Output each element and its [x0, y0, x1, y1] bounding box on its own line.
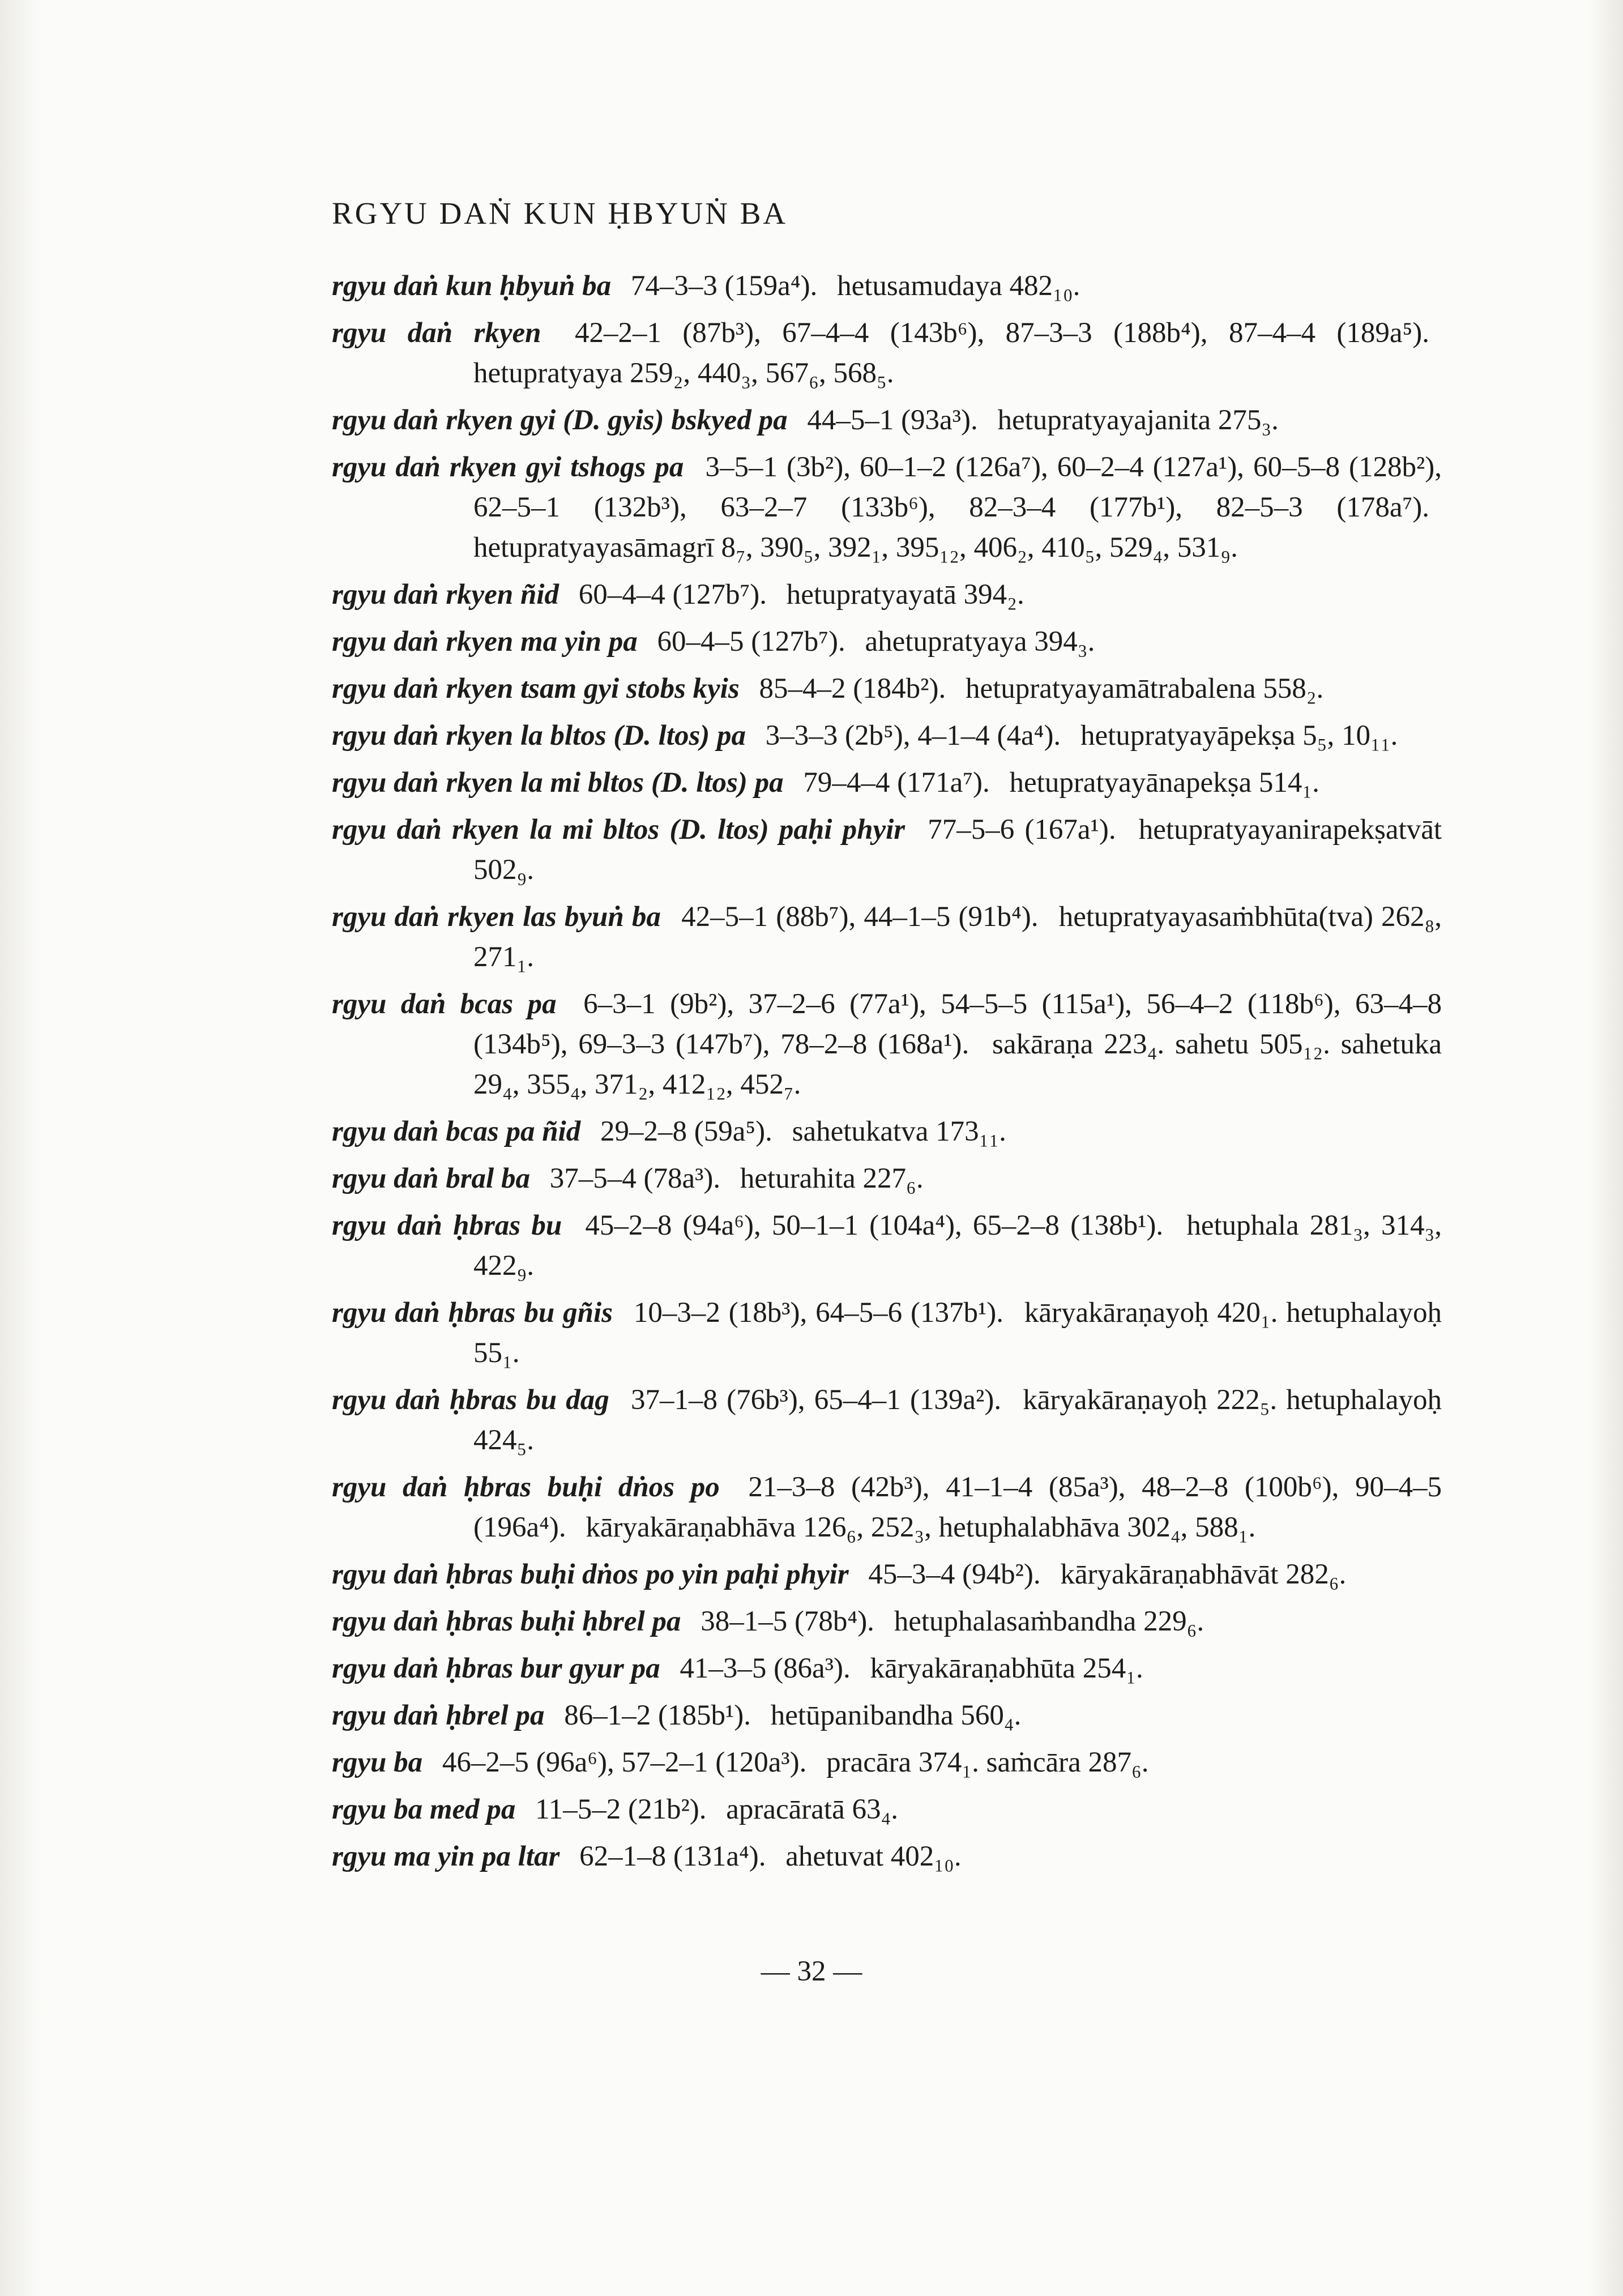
entry-term: rgyu ba med pa [332, 1794, 516, 1825]
entry-folio-refs: 6–3–1 (9b²), 37–2–6 (77a¹), 54–5–5 (115a¹), 56–4–2 (118b⁶), 63–4–8 (134b⁵), 69–3–3 (147b⁷), 78–2–8 (168a¹). [473, 988, 1442, 1060]
entry-folio-refs: 29–2–8 (59a⁵). [600, 1116, 772, 1147]
glossary-entries [332, 266, 1442, 1884]
entry-term: rgyu daṅ ḥbras bu dag [332, 1384, 609, 1416]
entry-term: rgyu daṅ bcas pa [332, 988, 557, 1020]
entry-sanskrit: hetupratyayanirapekṣatvāt 502₉. [473, 814, 1442, 886]
entry-sanskrit: hetupratyayatā 394₂. [786, 579, 1024, 611]
glossary-entry [332, 1293, 1442, 1373]
entry-sanskrit: kāryakāraṇayoḥ 420₁. hetuphalayoḥ 55₁. [473, 1297, 1442, 1369]
glossary-entry [332, 1380, 1442, 1461]
entry-folio-refs: 11–5–2 (21b²). [535, 1794, 707, 1825]
entry-sanskrit: hetupratyayasāmagrī 8₇, 390₅, 392₁, 395₁₂, 406₂, 410₅, 529₄, 531₉. [473, 532, 1238, 564]
entry-term: rgyu daṅ rkyen [332, 317, 541, 349]
entry-term: rgyu ba [332, 1747, 423, 1778]
glossary-entry [332, 1696, 1442, 1736]
entry-sanskrit: sahetukatva 173₁₁. [792, 1116, 1006, 1147]
entry-term: rgyu daṅ bral ba [332, 1163, 530, 1194]
glossary-entry [332, 1649, 1442, 1689]
entry-term: rgyu daṅ rkyen tsam gyi stobs kyis [332, 673, 740, 705]
entry-sanskrit: kāryakāraṇabhāva 126₆, 252₃, hetuphalabhāva 302₄, 588₁. [586, 1512, 1256, 1543]
glossary-entry [332, 622, 1442, 662]
glossary-entry [332, 716, 1442, 756]
entry-term: rgyu daṅ ḥbras bu [332, 1210, 562, 1241]
entry-term: rgyu daṅ rkyen la bltos (D. ltos) pa [332, 720, 746, 752]
entry-sanskrit: kāryakāraṇabhūta 254₁. [870, 1653, 1143, 1684]
entry-sanskrit: sakāraṇa 223₄. sahetu 505₁₂. sahetuka 29₄, 355₄, 371₂, 412₁₂, 452₇. [473, 1028, 1442, 1100]
glossary-entry [332, 1743, 1442, 1783]
glossary-entry [332, 575, 1442, 615]
glossary-entry [332, 1602, 1442, 1642]
entry-sanskrit: hetupratyayamātrabalena 558₂. [965, 673, 1324, 705]
entry-term: rgyu daṅ rkyen ma yin pa [332, 626, 638, 658]
entry-term: rgyu ma yin pa ltar [332, 1841, 560, 1872]
entry-folio-refs: 85–4–2 (184b²). [759, 673, 946, 705]
entry-folio-refs: 38–1–5 (78b⁴). [701, 1606, 874, 1637]
running-header: RGYU DAṄ KUN ḤBYUṄ BA [332, 196, 788, 231]
entry-term: rgyu daṅ ḥbrel pa [332, 1700, 545, 1731]
entry-sanskrit: heturahita 227₆. [740, 1163, 924, 1194]
glossary-entry [332, 1837, 1442, 1877]
entry-sanskrit: apracāratā 63₄. [726, 1794, 899, 1825]
entry-sanskrit: hetūpanibandha 560₄. [770, 1700, 1022, 1731]
glossary-entry [332, 897, 1442, 978]
entry-folio-refs: 10–3–2 (18b³), 64–5–6 (137b¹). [633, 1297, 1003, 1329]
glossary-entry [332, 447, 1442, 568]
entry-folio-refs: 3–5–1 (3b²), 60–1–2 (126a⁷), 60–2–4 (127a¹), 60–5–8 (128b²), 62–5–1 (132b³), 63–2–7 (133b⁶), 82–3–4 (177b¹), 82–5–3 (178a⁷). [473, 451, 1442, 523]
page-number: — 32 — [761, 1956, 862, 1987]
entry-term: rgyu daṅ ḥbras bur gyur pa [332, 1653, 660, 1684]
glossary-entry [332, 1555, 1442, 1595]
entry-term: rgyu daṅ kun ḥbyuṅ ba [332, 270, 612, 302]
glossary-entry [332, 763, 1442, 803]
entry-sanskrit: kāryakāraṇabhāvāt 282₆. [1060, 1559, 1347, 1590]
entry-folio-refs: 3–3–3 (2b⁵), 4–1–4 (4a⁴). [765, 720, 1061, 752]
entry-sanskrit: ahetupratyaya 394₃. [865, 626, 1095, 658]
glossary-entry [332, 313, 1442, 394]
entry-sanskrit: hetuphala 281₃, 314₃, 422₉. [473, 1210, 1442, 1282]
entry-term: rgyu daṅ rkyen las byuṅ ba [332, 901, 661, 933]
entry-folio-refs: 41–3–5 (86a³). [680, 1653, 851, 1684]
entry-term: rgyu daṅ ḥbras buḥi ḥbrel pa [332, 1606, 681, 1637]
entry-sanskrit: hetupratyayasaṁbhūta(tva) 262₈, 271₁. [473, 901, 1442, 973]
glossary-entry [332, 1206, 1442, 1286]
glossary-entry [332, 1467, 1442, 1548]
entry-sanskrit: hetupratyayānapekṣa 514₁. [1009, 767, 1319, 799]
entry-folio-refs: 37–1–8 (76b³), 65–4–1 (139a²). [630, 1384, 1002, 1416]
entry-folio-refs: 44–5–1 (93a³). [807, 404, 978, 436]
entry-folio-refs: 74–3–3 (159a⁴). [630, 270, 818, 302]
glossary-entry [332, 1790, 1442, 1830]
entry-folio-refs: 21–3–8 (42b³), 41–1–4 (85a³), 48–2–8 (100b⁶), 90–4–5 (196a⁴). [473, 1471, 1442, 1543]
entry-sanskrit: hetupratyaya 259₂, 440₃, 567₆, 568₅. [473, 357, 894, 389]
entry-folio-refs: 42–5–1 (88b⁷), 44–1–5 (91b⁴). [681, 901, 1039, 933]
entry-sanskrit: hetupratyayajanita 275₃. [997, 404, 1279, 436]
entry-term: rgyu daṅ rkyen gyi (D. gyis) bskyed pa [332, 404, 788, 436]
entry-sanskrit: hetusamudaya 482₁₀. [837, 270, 1080, 302]
entry-term: rgyu daṅ rkyen ñid [332, 579, 559, 611]
glossary-entry [332, 810, 1442, 890]
scan-edge-right [1589, 0, 1623, 2296]
entry-term: rgyu daṅ ḥbras buḥi dṅos po yin paḥi phyir [332, 1559, 849, 1590]
entry-folio-refs: 45–2–8 (94a⁶), 50–1–1 (104a⁴), 65–2–8 (138b¹). [585, 1210, 1164, 1241]
glossary-entry [332, 1159, 1442, 1199]
entry-sanskrit: hetuphalasaṁbandha 229₆. [894, 1606, 1205, 1637]
glossary-entry [332, 984, 1442, 1105]
entry-folio-refs: 42–2–1 (87b³), 67–4–4 (143b⁶), 87–3–3 (188b⁴), 87–4–4 (189a⁵). [574, 317, 1429, 349]
entry-folio-refs: 46–2–5 (96a⁶), 57–2–1 (120a³). [442, 1747, 807, 1778]
glossary-entry [332, 1112, 1442, 1152]
entry-folio-refs: 37–5–4 (78a³). [549, 1163, 721, 1194]
entry-term: rgyu daṅ ḥbras bu gñis [332, 1297, 613, 1329]
entry-folio-refs: 62–1–8 (131a⁴). [579, 1841, 766, 1872]
entry-sanskrit: pracāra 374₁. saṁcāra 287₆. [826, 1747, 1149, 1778]
entry-folio-refs: 60–4–4 (127b⁷). [578, 579, 767, 611]
entry-sanskrit: hetupratyayāpekṣa 5₅, 10₁₁. [1080, 720, 1398, 752]
entry-sanskrit: ahetuvat 402₁₀. [785, 1841, 962, 1872]
glossary-entry [332, 669, 1442, 709]
entry-folio-refs: 79–4–4 (171a⁷). [803, 767, 990, 799]
entry-folio-refs: 60–4–5 (127b⁷). [657, 626, 845, 658]
scan-edge-left [0, 0, 40, 2296]
entry-term: rgyu daṅ ḥbras buḥi dṅos po [332, 1471, 720, 1503]
entry-term: rgyu daṅ rkyen la mi bltos (D. ltos) pa [332, 767, 784, 799]
glossary-entry [332, 266, 1442, 306]
entry-folio-refs: 45–3–4 (94b²). [868, 1559, 1041, 1590]
entry-sanskrit: kāryakāraṇayoḥ 222₅. hetuphalayoḥ 424₅. [473, 1384, 1442, 1456]
glossary-entry [332, 400, 1442, 441]
entry-folio-refs: 77–5–6 (167a¹). [928, 814, 1116, 846]
entry-folio-refs: 86–1–2 (185b¹). [564, 1700, 751, 1731]
entry-term: rgyu daṅ rkyen gyi tshogs pa [332, 451, 684, 483]
entry-term: rgyu daṅ rkyen la mi bltos (D. ltos) paḥi phyir [332, 814, 906, 846]
entry-term: rgyu daṅ bcas pa ñid [332, 1116, 581, 1147]
